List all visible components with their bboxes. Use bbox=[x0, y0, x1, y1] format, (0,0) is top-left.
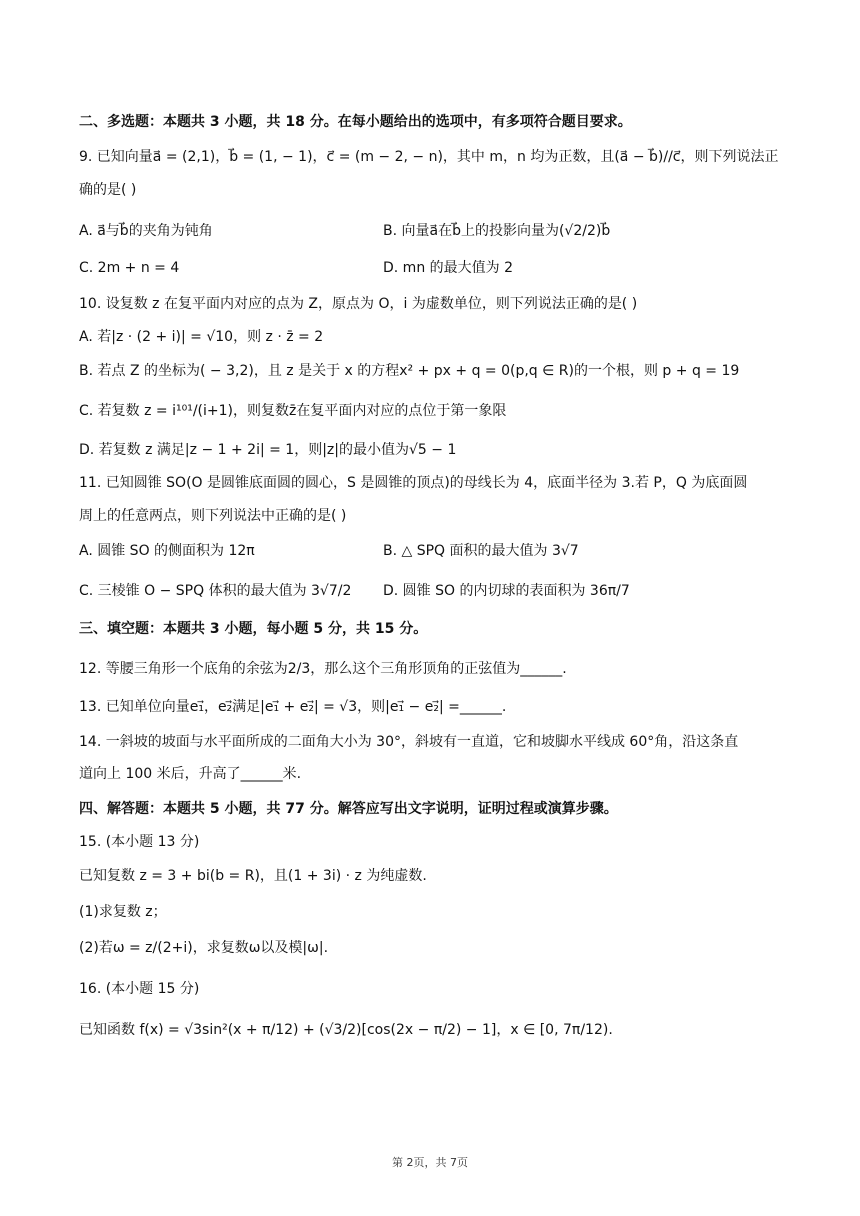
question-15-part-2: (2)若ω = z/(2+i)，求复数ω以及模|ω|. bbox=[79, 940, 329, 956]
question-9-option-b: B. 向量a⃗在b⃗上的投影向量为(√2/2)b⃗ bbox=[383, 223, 611, 239]
section-heading-multiple-choice: 二、多选题：本题共 3 小题，共 18 分。在每小题给出的选项中，有多项符合题目要求。 bbox=[79, 114, 632, 130]
question-9-stem-line-1: 9. 已知向量a⃗ = (2,1)，b⃗ = (1, − 1)，c⃗ = (m − 2, − n)，其中 m，n 均为正数，且(a⃗ − b⃗)//c⃗，则下列说法正 bbox=[79, 149, 779, 165]
question-10-option-d: D. 若复数 z 满足|z − 1 + 2i| = 1，则|z|的最小值为√5 − 1 bbox=[79, 442, 457, 458]
question-11-stem-line-1: 11. 已知圆锥 SO(O 是圆锥底面圆的圆心，S 是圆锥的顶点)的母线长为 4，底面半径为 3.若 P，Q 为底面圆 bbox=[79, 475, 748, 491]
question-12: 12. 等腰三角形一个底角的余弦为2/3，那么这个三角形顶角的正弦值为______. bbox=[79, 661, 567, 677]
question-15-stem: 已知复数 z = 3 + bi(b = R)，且(1 + 3i) · z 为纯虚数. bbox=[79, 868, 427, 884]
question-10-stem: 10. 设复数 z 在复平面内对应的点为 Z，原点为 O，i 为虚数单位，则下列说法正确的是( ) bbox=[79, 296, 638, 312]
question-11-option-c: C. 三棱锥 O − SPQ 体积的最大值为 3√7/2 bbox=[79, 583, 352, 599]
question-10-option-c: C. 若复数 z = i¹⁰¹/(i+1)，则复数z̄在复平面内对应的点位于第一象限 bbox=[79, 403, 507, 419]
question-11-stem-line-2: 周上的任意两点，则下列说法中正确的是( ) bbox=[79, 508, 347, 524]
question-14-line-2: 道向上 100 米后，升高了______米. bbox=[79, 766, 302, 782]
question-9-option-c: C. 2m + n = 4 bbox=[79, 260, 180, 276]
question-16-stem: 已知函数 f(x) = √3sin²(x + π/12) + (√3/2)[cos(2x − π/2) − 1]，x ∈ [0, 7π/12). bbox=[79, 1022, 613, 1038]
question-14-line-1: 14. 一斜坡的坡面与水平面所成的二面角大小为 30°，斜坡有一直道，它和坡脚水平线成 60°角，沿这条直 bbox=[79, 734, 739, 750]
question-10-option-b: B. 若点 Z 的坐标为( − 3,2)，且 z 是关于 x 的方程x² + px + q = 0(p,q ∈ R)的一个根，则 p + q = 19 bbox=[79, 363, 740, 379]
question-13: 13. 已知单位向量e₁⃗，e₂⃗满足|e₁⃗ + e₂⃗| = √3，则|e₁⃗ − e₂⃗| =______. bbox=[79, 699, 507, 715]
question-9-stem-line-2: 确的是( ) bbox=[79, 182, 137, 198]
question-9-option-d: D. mn 的最大值为 2 bbox=[383, 260, 513, 276]
question-11-option-d: D. 圆锥 SO 的内切球的表面积为 36π/7 bbox=[383, 583, 630, 599]
question-16-header: 16. (本小题 15 分) bbox=[79, 981, 200, 997]
question-11-option-b: B. △ SPQ 面积的最大值为 3√7 bbox=[383, 543, 579, 559]
question-10-option-a: A. 若|z · (2 + i)| = √10，则 z · z̄ = 2 bbox=[79, 329, 324, 345]
page-footer: 第 2页，共 7页 bbox=[392, 1156, 468, 1169]
question-15-header: 15. (本小题 13 分) bbox=[79, 834, 200, 850]
question-15-part-1: (1)求复数 z； bbox=[79, 904, 167, 920]
section-heading-answer: 四、解答题：本题共 5 小题，共 77 分。解答应写出文字说明，证明过程或演算步骤。 bbox=[79, 801, 618, 817]
question-11-option-a: A. 圆锥 SO 的侧面积为 12π bbox=[79, 543, 255, 559]
question-9-option-a: A. a⃗与b⃗的夹角为钝角 bbox=[79, 223, 213, 239]
section-heading-fill-in: 三、填空题：本题共 3 小题，每小题 5 分，共 15 分。 bbox=[79, 621, 428, 637]
